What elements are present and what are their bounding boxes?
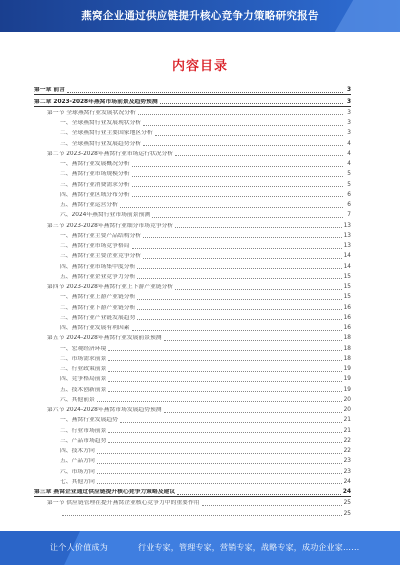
toc-page-number: 4 (347, 140, 351, 147)
toc-page-number: 4 (347, 161, 351, 167)
toc-leader-dots (108, 360, 341, 361)
toc-entry[interactable] (34, 312, 351, 322)
footer-slogan: 让个人价值成为 (50, 543, 109, 552)
toc-entry-text: 二、市场需求前景 (60, 355, 107, 362)
toc-entry-text: 七、其他方向 (60, 478, 95, 485)
toc-page-number: 6 (347, 191, 351, 198)
toc-entry[interactable] (34, 486, 351, 497)
toc-page-number: 16 (343, 325, 351, 331)
toc-entry[interactable] (34, 497, 351, 507)
toc-entry[interactable] (34, 137, 351, 147)
toc-leader-dots (175, 227, 341, 228)
toc-leader-dots (137, 309, 341, 310)
toc-entry-text: 五、燕窝行业运营分析 (60, 202, 118, 208)
toc-page-number: 5 (347, 171, 351, 178)
toc-page-number: 15 (343, 284, 351, 290)
toc-entry-text: 五、产品方向 (60, 458, 95, 465)
toc-entry[interactable] (34, 414, 351, 424)
toc-leader-dots (108, 381, 341, 382)
toc-entry-text: 四、竞争格局前景 (60, 376, 107, 383)
toc-page-number: 3 (347, 109, 351, 116)
toc-leader-dots (177, 494, 341, 495)
footer-roles: 行业专家，管理专家，营销专家，战略专家，成功企业家…… (138, 543, 360, 552)
toc-entry-text: 第六节 2024-2028年燕窝市场发展趋势预测 (47, 407, 162, 413)
toc-entry-text: 五、燕窝行业企业竞争力分析 (60, 273, 136, 280)
toc-entry[interactable] (34, 271, 351, 281)
toc-entry-text: 第一节 全球燕窝行业发展状况分析 (47, 109, 136, 116)
toc-leader-dots (108, 350, 341, 351)
toc-leader-dots (132, 330, 342, 331)
toc-page-number: 13 (343, 232, 351, 239)
toc-leader-dots (160, 103, 343, 104)
toc-page-number: 13 (343, 243, 351, 249)
toc-leader-dots (132, 196, 343, 197)
toc-page-number: 18 (343, 355, 351, 362)
toc-entry-text: 四、燕窝行业发展有利因素 (60, 325, 130, 331)
toc-page-number: 24 (343, 478, 351, 485)
toc-entry[interactable] (34, 168, 351, 178)
toc-entry-text: 四、燕窝行业区域分布分析 (60, 191, 130, 198)
toc-entry-text: 三、行业政策前景 (60, 366, 107, 372)
toc-entry[interactable] (34, 322, 351, 332)
toc-entry[interactable] (34, 189, 351, 199)
toc-entry[interactable] (34, 95, 351, 106)
toc-entry-text: 三、全球燕窝行业发展趋势分析 (60, 140, 142, 147)
toc-leader-dots (108, 442, 341, 443)
toc-entry[interactable] (34, 260, 351, 270)
report-header-banner (0, 0, 400, 32)
toc-entry-text: 一、燕窝行业上游产业链分析 (60, 294, 136, 301)
toc-entry[interactable] (34, 435, 351, 445)
toc-leader-dots (120, 207, 343, 208)
toc-entry-text: 六、2024年燕窝行业市场前景预测 (60, 212, 151, 219)
toc-page-number: 21 (343, 427, 351, 434)
toc-leader-dots (137, 268, 341, 269)
toc-entry[interactable] (34, 148, 351, 158)
toc-entry-text: 二、行业市场前景 (60, 427, 107, 434)
toc-leader-dots (143, 237, 341, 238)
toc-entry[interactable] (34, 250, 351, 260)
toc-page-number: 15 (343, 294, 351, 301)
toc-entry-text: 四、燕窝行业市场集中度分析 (60, 263, 136, 270)
toc-entry[interactable] (34, 404, 351, 414)
toc-leader-dots (138, 114, 343, 115)
toc-page-number: 19 (343, 376, 351, 383)
toc-leader-dots (152, 217, 343, 218)
toc-entry[interactable] (34, 445, 351, 455)
toc-entry[interactable] (34, 424, 351, 434)
toc-entry[interactable] (34, 178, 351, 188)
toc-leader-dots (175, 155, 343, 156)
toc-page-number: 18 (343, 345, 351, 352)
toc-entry[interactable] (34, 332, 351, 342)
toc-entry[interactable] (34, 363, 351, 373)
toc-leader-dots (120, 422, 342, 423)
toc-page-number: 23 (343, 458, 351, 465)
toc-entry[interactable] (34, 394, 351, 404)
toc-leader-dots (132, 186, 343, 187)
toc-entry-text: 二、燕窝行业市场规模分析 (60, 171, 130, 178)
toc-leader-dots (137, 278, 341, 279)
report-title: 燕窝企业通过供应链提升核心竞争力策略研究报告 (81, 10, 319, 22)
toc-page-number: 22 (343, 437, 351, 444)
toc-entry[interactable] (34, 107, 351, 117)
toc-entry-text: 二、全球燕窝行业主要国家地区分析 (60, 130, 153, 137)
toc-page-number: 20 (343, 407, 351, 413)
toc-entry[interactable] (34, 301, 351, 311)
toc-page-number: 25 (343, 500, 351, 507)
toc-entry[interactable] (34, 353, 351, 363)
toc-entry-text: 一、燕窝行业主要产品结构分析 (60, 232, 142, 239)
toc-page-number: 3 (347, 130, 351, 137)
toc-entry-text: 一、宏观经济环境 (60, 345, 107, 352)
toc-entry[interactable] (34, 84, 351, 95)
toc-entry-text: 第三节 2023-2028年燕窝行业细分市场竞争分析 (47, 222, 174, 229)
toc-leader-dots (137, 319, 341, 320)
toc-entry[interactable] (34, 158, 351, 168)
toc-page-number: 16 (343, 314, 351, 321)
toc-entry[interactable] (34, 373, 351, 383)
toc-leader-dots (108, 371, 341, 372)
toc-page-number: 22 (343, 448, 351, 454)
toc-page-number: 24 (342, 489, 351, 495)
toc-entry-text: 第二章 2023-2028年燕窝市场前景及趋势预测 (34, 98, 158, 105)
toc-entry-text: 一、全球燕窝行业发展现状分析 (60, 120, 142, 126)
toc-entry-text: 四、技术方向 (60, 448, 95, 454)
toc-leader-dots (67, 92, 343, 93)
toc-entry-text: 一、燕窝行业发展趋势 (60, 417, 118, 424)
toc-page-number: 18 (343, 335, 351, 342)
toc-entry-text: 第三章 燕窝企业通过供应链提升核心竞争力策略及建议 (34, 489, 176, 495)
toc-entry[interactable] (34, 507, 351, 517)
toc-entry-text: 六、市场方向 (60, 468, 95, 475)
toc-leader-dots (62, 515, 342, 516)
toc-leader-dots (108, 391, 341, 392)
toc-leader-dots (143, 125, 343, 126)
toc-entry[interactable] (34, 127, 351, 137)
toc-entry[interactable] (34, 465, 351, 475)
toc-page-number: 3 (347, 120, 351, 126)
toc-page-number: 20 (343, 396, 351, 403)
toc-page-number: 3 (346, 87, 351, 94)
toc-entry-text: 第一节 供应链管理在提升燕窝企业核心竞争力中的重要作用 (47, 500, 200, 507)
toc-entry-text: 二、燕窝行业下游产业链分析 (60, 304, 136, 311)
toc-heading: 内容目录 (171, 59, 228, 74)
toc-page-number: 21 (343, 417, 351, 424)
toc-leader-dots (132, 166, 343, 167)
toc-leader-dots (164, 340, 342, 341)
toc-entry[interactable] (34, 230, 351, 240)
toc-page-number: 16 (343, 304, 351, 311)
toc-leader-dots (132, 176, 343, 177)
toc-leader-dots (143, 258, 341, 259)
toc-leader-dots (97, 463, 342, 464)
toc-entry[interactable] (34, 209, 351, 219)
toc-entry[interactable] (34, 199, 351, 209)
toc-leader-dots (155, 135, 343, 136)
toc-entry-text: 第四节 2023-2028年燕窝行业上下游产业链分析 (47, 284, 174, 290)
toc-entry-text: 三、产品市场趋势 (60, 437, 107, 444)
toc-entry[interactable] (34, 291, 351, 301)
toc-leader-dots (97, 401, 342, 402)
toc-page-number: 23 (343, 468, 351, 475)
toc-leader-dots (164, 412, 342, 413)
toc-page-number: 14 (343, 263, 351, 270)
toc-leader-dots (108, 432, 341, 433)
toc-page-number: 15 (343, 273, 351, 280)
toc-leader-dots (202, 505, 342, 506)
toc-entry-text: 六、其他前景 (60, 396, 95, 403)
toc-leader-dots (97, 453, 342, 454)
toc-entry-text: 三、燕窝行业主要企业竞争分析 (60, 253, 142, 260)
toc-entry[interactable] (34, 476, 351, 486)
toc-leader-dots (175, 289, 341, 290)
toc-entry[interactable] (34, 455, 351, 465)
toc-entry-text: 第一章 前言 (34, 87, 66, 94)
toc-entry[interactable] (34, 219, 351, 229)
toc-page-number: 5 (347, 181, 351, 188)
toc-entry[interactable] (34, 342, 351, 352)
footer-banner (0, 531, 400, 565)
toc-entry-text: 第五节 2024-2028年燕窝行业发展前景预测 (47, 335, 162, 342)
toc-entry-text: 一、燕窝行业发展概况分析 (60, 161, 130, 167)
table-of-contents (34, 84, 351, 518)
toc-leader-dots (137, 299, 341, 300)
toc-entry-text: 第二节 2023-2028年燕窝行业市场运行状况分析 (47, 150, 174, 157)
toc-entry-text: 三、燕窝行业产业链发展趋势 (60, 314, 136, 321)
toc-page-number: 19 (343, 386, 351, 393)
toc-page-number: 19 (343, 366, 351, 372)
toc-page-number: 25 (343, 510, 351, 517)
toc-page-number: 14 (343, 253, 351, 260)
toc-page-number: 6 (347, 202, 351, 208)
toc-entry[interactable] (34, 281, 351, 291)
toc-leader-dots (132, 248, 342, 249)
toc-entry-text: 三、燕窝行业消费需求分析 (60, 181, 130, 188)
toc-leader-dots (97, 473, 342, 474)
toc-page-number: 4 (347, 150, 351, 157)
toc-leader-dots (97, 483, 342, 484)
toc-leader-dots (143, 145, 343, 146)
toc-page-number: 3 (346, 98, 351, 105)
toc-entry[interactable] (34, 383, 351, 393)
toc-entry-text: 五、技术创新前景 (60, 386, 107, 393)
toc-entry[interactable] (34, 240, 351, 250)
toc-page-number: 13 (343, 222, 351, 229)
toc-entry[interactable] (34, 117, 351, 127)
toc-page-number: 7 (347, 212, 351, 219)
toc-entry-text: 二、燕窝行业市场竞争格局 (60, 243, 130, 249)
